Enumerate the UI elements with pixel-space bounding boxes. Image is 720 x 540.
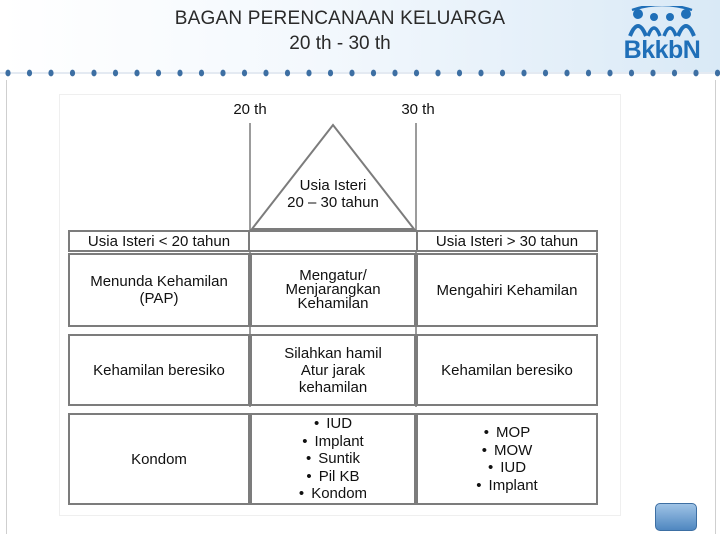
divider-dot [478,70,483,77]
middle-header-cell [250,230,416,252]
row1-middle-line-1: Mengatur/ [299,267,367,284]
divider-dot [564,70,569,77]
divider-dot [70,70,75,77]
divider-dot [672,70,677,77]
divider-dot [306,70,311,77]
row1-middle-line-3: Kehamilan [297,295,369,312]
row3-middle-list [299,415,367,503]
divider-dot [715,70,720,77]
divider-dot [435,70,440,77]
age-30-label: 30 th [401,101,435,118]
list-item: • IUD [299,415,367,433]
divider-dot [371,70,376,77]
row3-middle [250,413,416,505]
divider-dot [500,70,505,77]
divider-dot [285,70,290,77]
divider-dot [177,70,182,77]
divider-dot [349,70,354,77]
triangle-label-line-1: Usia Isteri [299,177,367,194]
divider-dot [457,70,462,77]
row1-middle-line-2: Menjarangkan [285,281,381,298]
list-item: • Suntik [299,450,367,468]
list-item: • IUD [476,459,537,477]
slide-header [0,0,720,72]
family-people-icon [626,6,698,40]
divider-dot [134,70,139,77]
divider-dot [242,70,247,77]
over-30-header: Usia Isteri > 30 tahun [416,230,598,252]
divider-dot [392,70,397,77]
row1-left-line-2: (PAP) [139,290,179,307]
row1-left [68,253,250,327]
triangle-label [273,177,393,211]
divider-dot [263,70,268,77]
row2-left: Kehamilan beresiko [68,334,250,406]
bkkbn-logo [622,6,702,66]
divider-dot [199,70,204,77]
under-20-header: Usia Isteri < 20 tahun [68,230,250,252]
divider-dot [607,70,612,77]
slide-title [60,6,620,56]
triangle-label-line-2: 20 – 30 tahun [287,194,379,211]
divider-dot [328,70,333,77]
list-item: • Kondom [299,485,367,503]
family-planning-diagram [60,95,620,515]
divider-dot [543,70,548,77]
list-item: • MOP [476,424,537,442]
divider-dot [586,70,591,77]
divider-dot [414,70,419,77]
divider-dot [629,70,634,77]
list-item: • Implant [476,477,537,495]
list-item: • Pil KB [299,468,367,486]
divider-dot [5,70,10,77]
row3-right-list [476,424,537,494]
list-item: • Implant [299,433,367,451]
divider-dot [650,70,655,77]
list-item: • MOW [476,442,537,460]
row2-right: Kehamilan beresiko [416,334,598,406]
divider-dot [27,70,32,77]
divider-dot [693,70,698,77]
divider-dot [48,70,53,77]
header-dotted-divider [0,68,720,78]
row2-middle-line-3: kehamilan [298,378,368,396]
row1-middle [250,253,416,327]
age-20-label: 20 th [233,101,267,118]
row3-right [416,413,598,505]
divider-dot [220,70,225,77]
divider-dot [91,70,96,77]
row2-middle-line-2: Atur jarak [300,361,366,379]
divider-dot [113,70,118,77]
logo-wordmark: BkkbN [623,36,701,64]
row2-middle [250,334,416,406]
row1-right: Mengahiri Kehamilan [416,253,598,327]
divider-dot [521,70,526,77]
row2-middle-line-1: Silahkan hamil [284,344,382,362]
next-slide-button[interactable] [655,503,697,531]
row3-left: Kondom [68,413,250,505]
title-line-1: BAGAN PERENCANAAN KELUARGA [174,8,506,29]
title-line-2: 20 th - 30 th [289,33,391,54]
row1-left-line-1: Menunda Kehamilan [90,273,228,290]
divider-dot [156,70,161,77]
